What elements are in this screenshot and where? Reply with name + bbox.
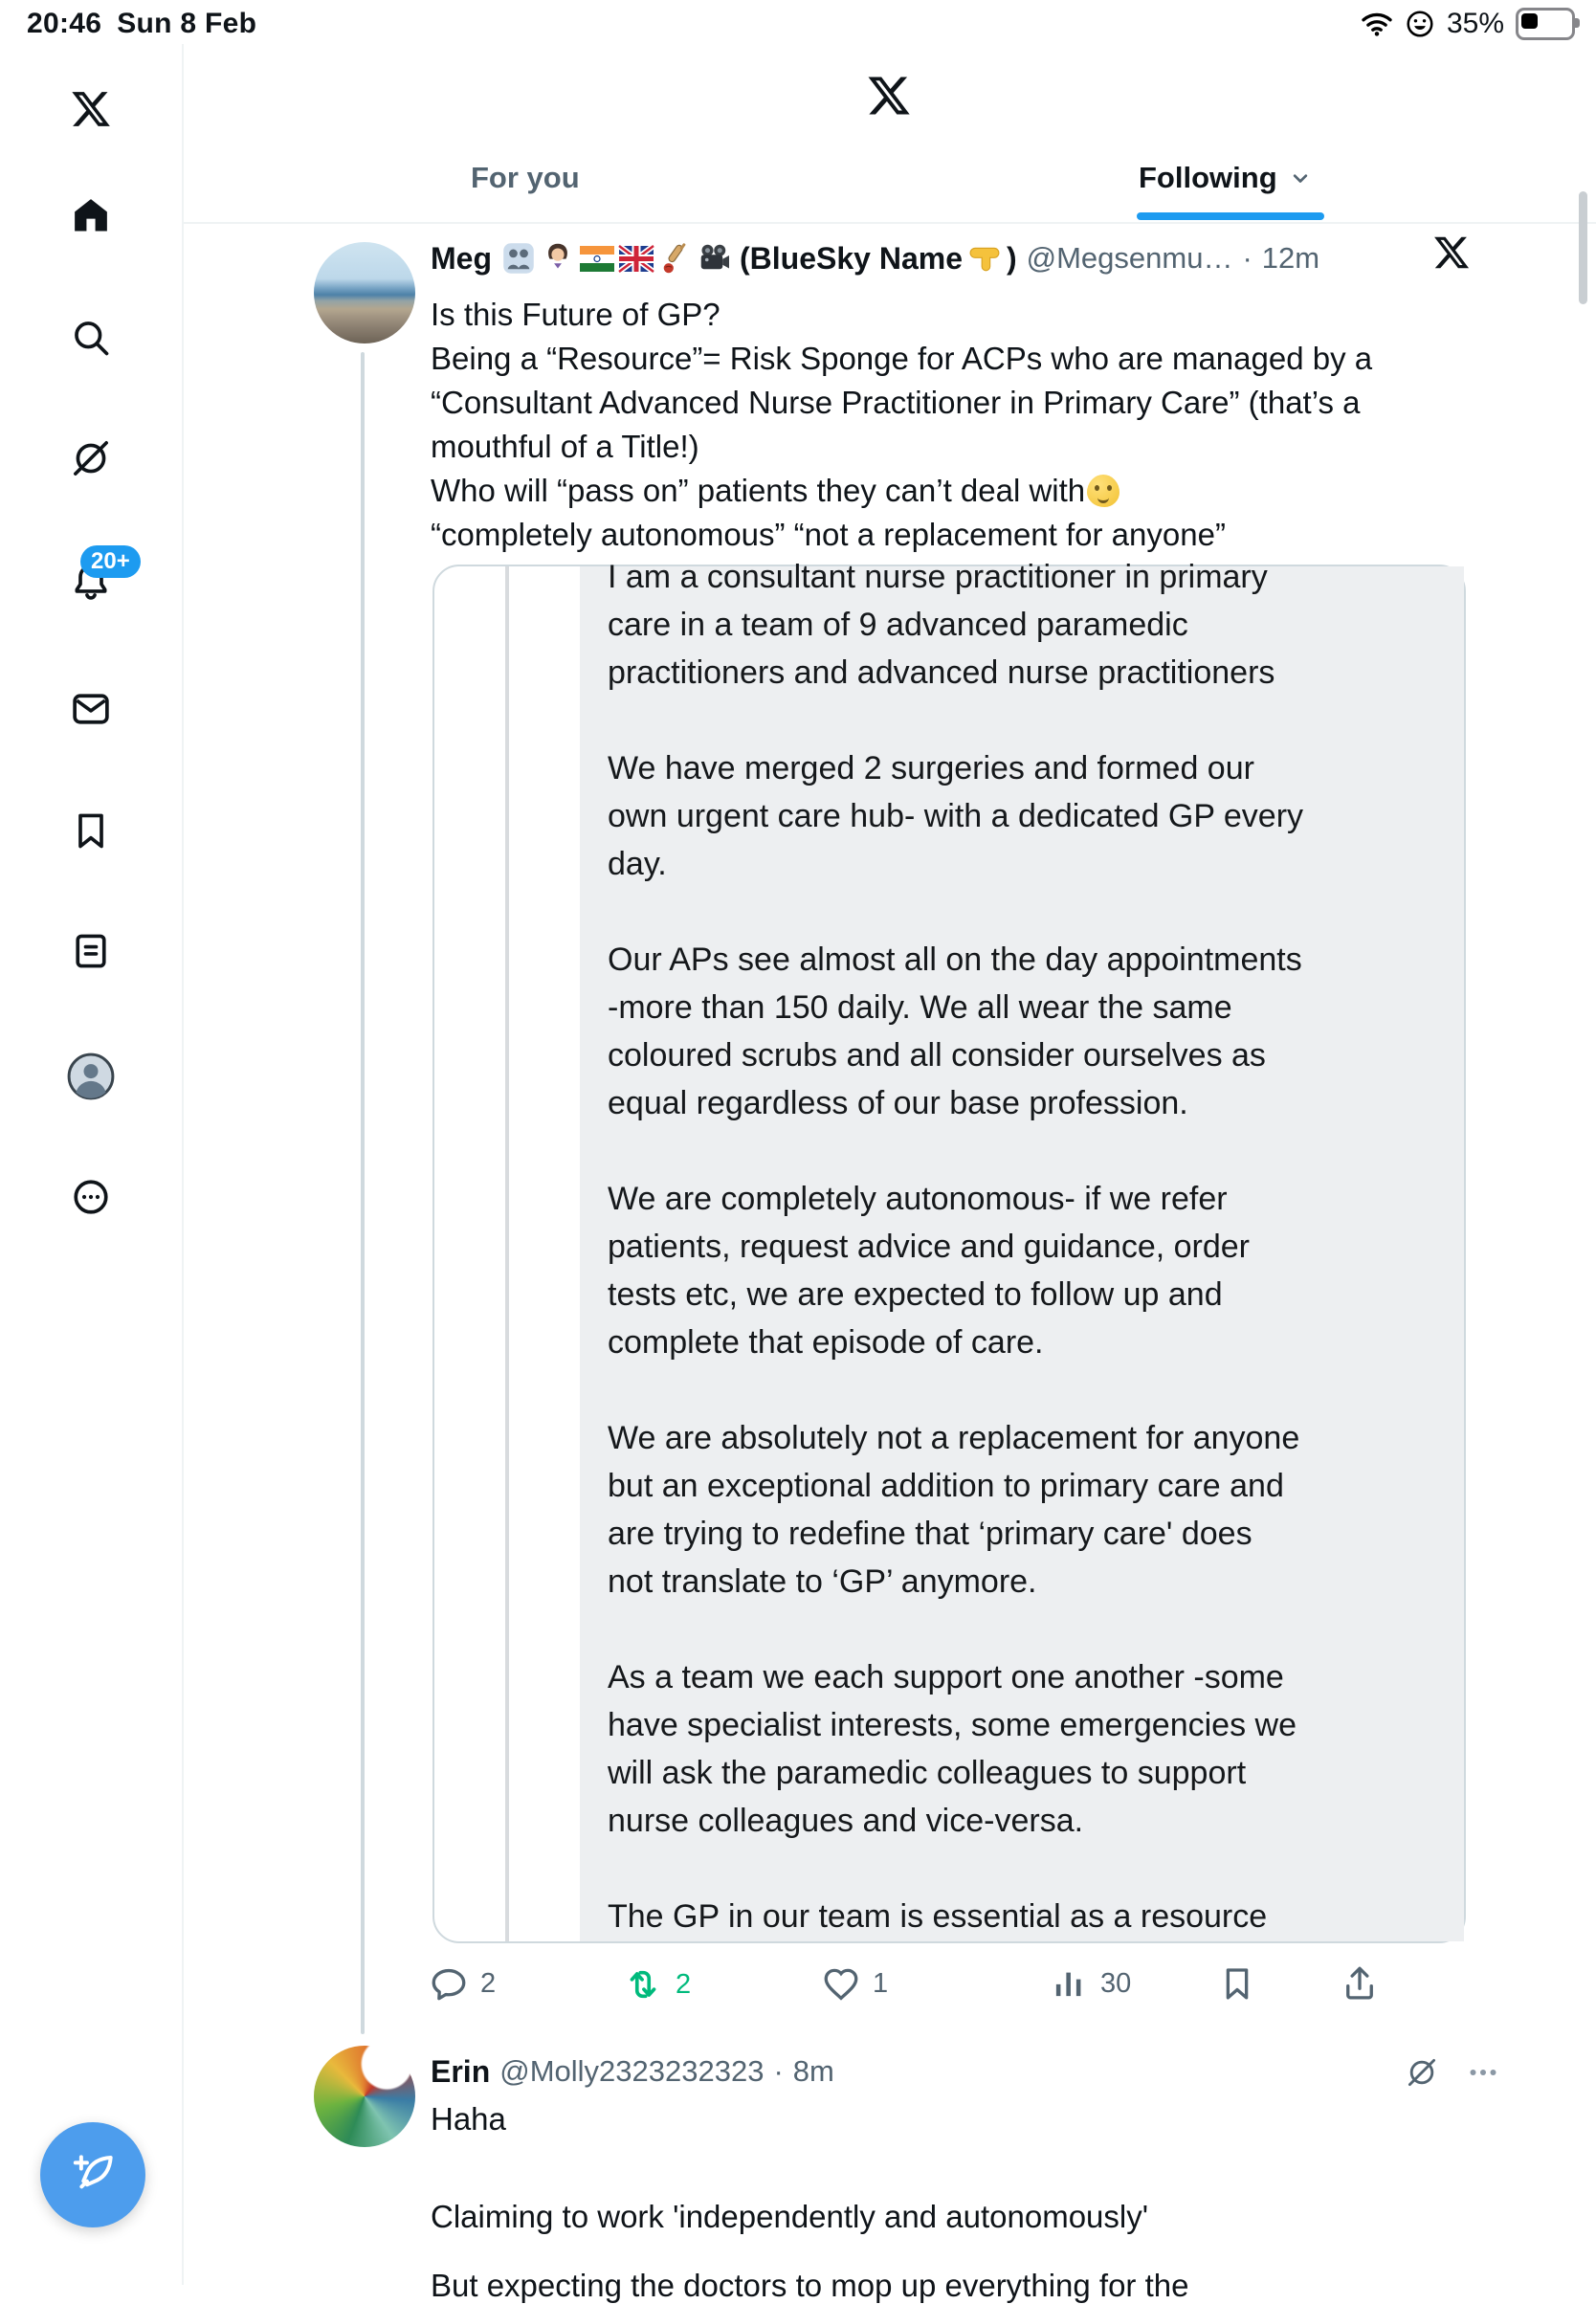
wifi-icon: [1361, 11, 1393, 37]
bookmark-button[interactable]: [1217, 1963, 1257, 2004]
status-clock: [27, 8, 256, 40]
tab-following-label: Following: [1139, 161, 1277, 194]
status-date: Sun 8 Feb: [117, 8, 257, 39]
sidebar-item-lists[interactable]: [70, 930, 112, 972]
reply-author-avatar[interactable]: [314, 2046, 415, 2147]
tweet-author-handle: @Megsenmu…: [1026, 241, 1233, 275]
reply-header-actions: [1405, 2055, 1500, 2090]
uk-flag-emoji: [619, 246, 654, 272]
more-options-icon[interactable]: [1466, 2055, 1500, 2090]
sidebar-item-messages[interactable]: [70, 688, 112, 730]
nurse-emoji: [541, 241, 575, 276]
share-icon: [1340, 1963, 1380, 2004]
tweet-author-name-emojis: [501, 241, 732, 276]
scrollbar-thumb[interactable]: [1579, 191, 1587, 304]
tweet-embedded-image[interactable]: [432, 559, 1466, 1943]
battery-percent-label: 35%: [1446, 8, 1504, 39]
embedded-image-text-panel: [580, 559, 1464, 1941]
tweet-author-suffix-open: (BlueSky Name: [740, 240, 963, 276]
sidebar-item-bookmarks[interactable]: [70, 809, 112, 852]
reply-icon: [429, 1963, 469, 2004]
tab-following[interactable]: [1139, 161, 1314, 195]
view-count: 30: [1100, 1967, 1132, 1999]
cricket-emoji: [658, 241, 693, 276]
grok-icon[interactable]: [1405, 2055, 1439, 2090]
reply-dot-separator: ·: [773, 2054, 784, 2088]
reply-author-name: Erin: [431, 2053, 491, 2089]
embedded-screenshot-text: I am a consultant nurse practitioner in primary care in a team of 9 advanced paramedic practitioners and advanced nurse practitioners We have merged 2 surgeries and formed our own urgent care hub- with a dedicated GP every day. Our APs see almost all on the day appointments -more than 150 daily. We all wear the same coloured scrubs and all consider ourselves as equal regardless of our base profession. We are completely autonomous- if we refer patients, request advice and guidance, order tests etc, we are expected to follow up and complete that episode of care. We are absolutely not a replacement for anyone but an exceptional addition to primary care and are trying to redefine that ‘primary care' does not translate to ‘GP’ anymore. As a team we each support one another -some have specialist interests, some emergencies we will ask the paramedic colleagues to support nurse colleagues and vice-versa. The GP in our team is essential as a resource: [608, 559, 1304, 1935]
header-x-logo: [866, 73, 912, 119]
views-button[interactable]: [1049, 1963, 1131, 2004]
bookmark-icon: [1217, 1963, 1257, 2004]
repost-icon: [622, 1963, 664, 2005]
sidebar-x-logo[interactable]: [70, 88, 112, 130]
compose-feather-icon: [66, 2148, 120, 2202]
focus-smiley-icon: [1405, 9, 1435, 39]
reply-text-line-1: Haha: [431, 2101, 506, 2137]
tweet-dot-separator: ·: [1242, 241, 1252, 275]
embedded-image-left-rule: [505, 566, 509, 1941]
tweet-author-suffix-close: ): [1006, 240, 1017, 276]
active-tab-underline: [1137, 212, 1324, 220]
tweet-author-name: Meg: [431, 240, 492, 276]
chevron-down-icon: [1287, 165, 1314, 191]
thread-connector-line: [361, 352, 365, 2034]
analytics-icon: [1049, 1963, 1089, 2004]
notification-badge: 20+: [80, 545, 141, 578]
reply-count: 2: [480, 1967, 497, 1999]
status-time: 20:46: [27, 8, 102, 39]
tweet-x-logo-icon[interactable]: [1432, 233, 1471, 272]
like-count: 1: [873, 1967, 889, 1999]
tweet-timestamp: 12m: [1261, 241, 1320, 275]
sidebar-item-grok[interactable]: [70, 437, 112, 479]
movie-camera-emoji: [698, 241, 732, 276]
point-down-emoji: [968, 242, 1001, 275]
reply-text-line-3-clipped: But expecting the doctors to mop up everything for the: [431, 2268, 1189, 2303]
heart-icon: [821, 1963, 861, 2004]
tab-bar-divider: [184, 222, 1596, 224]
melting-face-emoji: [1087, 475, 1119, 507]
like-button[interactable]: [821, 1963, 888, 2004]
reply-text-line-2: Claiming to work 'independently and autonomously': [431, 2199, 1149, 2234]
sidebar-item-profile[interactable]: [67, 1052, 115, 1100]
reply-author-handle: @Molly2323232323: [499, 2054, 765, 2088]
share-button[interactable]: [1340, 1963, 1380, 2004]
family-emoji: [501, 241, 536, 276]
repost-count: 2: [676, 1968, 692, 2000]
reply-timestamp: 8m: [792, 2054, 834, 2088]
reply-button[interactable]: [429, 1963, 496, 2004]
tweet-body-text: Is this Future of GP? Being a “Resource”= Risk Sponge for ACPs who are managed by a “Consultant Advanced Nurse Practitioner in Primary Care” (that’s a mouthful of a Title!) Who will “pass on” patients they can’t deal with “completely autonomous” “not a replacement for anyone”: [431, 297, 1373, 552]
india-flag-emoji: [580, 246, 614, 272]
compose-button[interactable]: [40, 2122, 145, 2227]
repost-button[interactable]: [622, 1963, 691, 2005]
reply-header[interactable]: [431, 2051, 834, 2092]
tab-for-you[interactable]: For you: [471, 161, 580, 194]
sidebar-item-search[interactable]: [70, 317, 112, 359]
tweet-header[interactable]: [431, 237, 1319, 279]
sidebar-divider: [182, 44, 184, 2285]
tweet-author-avatar[interactable]: [314, 242, 415, 343]
status-indicators: [1361, 8, 1575, 40]
sidebar-item-more[interactable]: [70, 1176, 112, 1218]
sidebar-item-home[interactable]: [70, 194, 112, 236]
battery-icon: [1516, 8, 1575, 40]
